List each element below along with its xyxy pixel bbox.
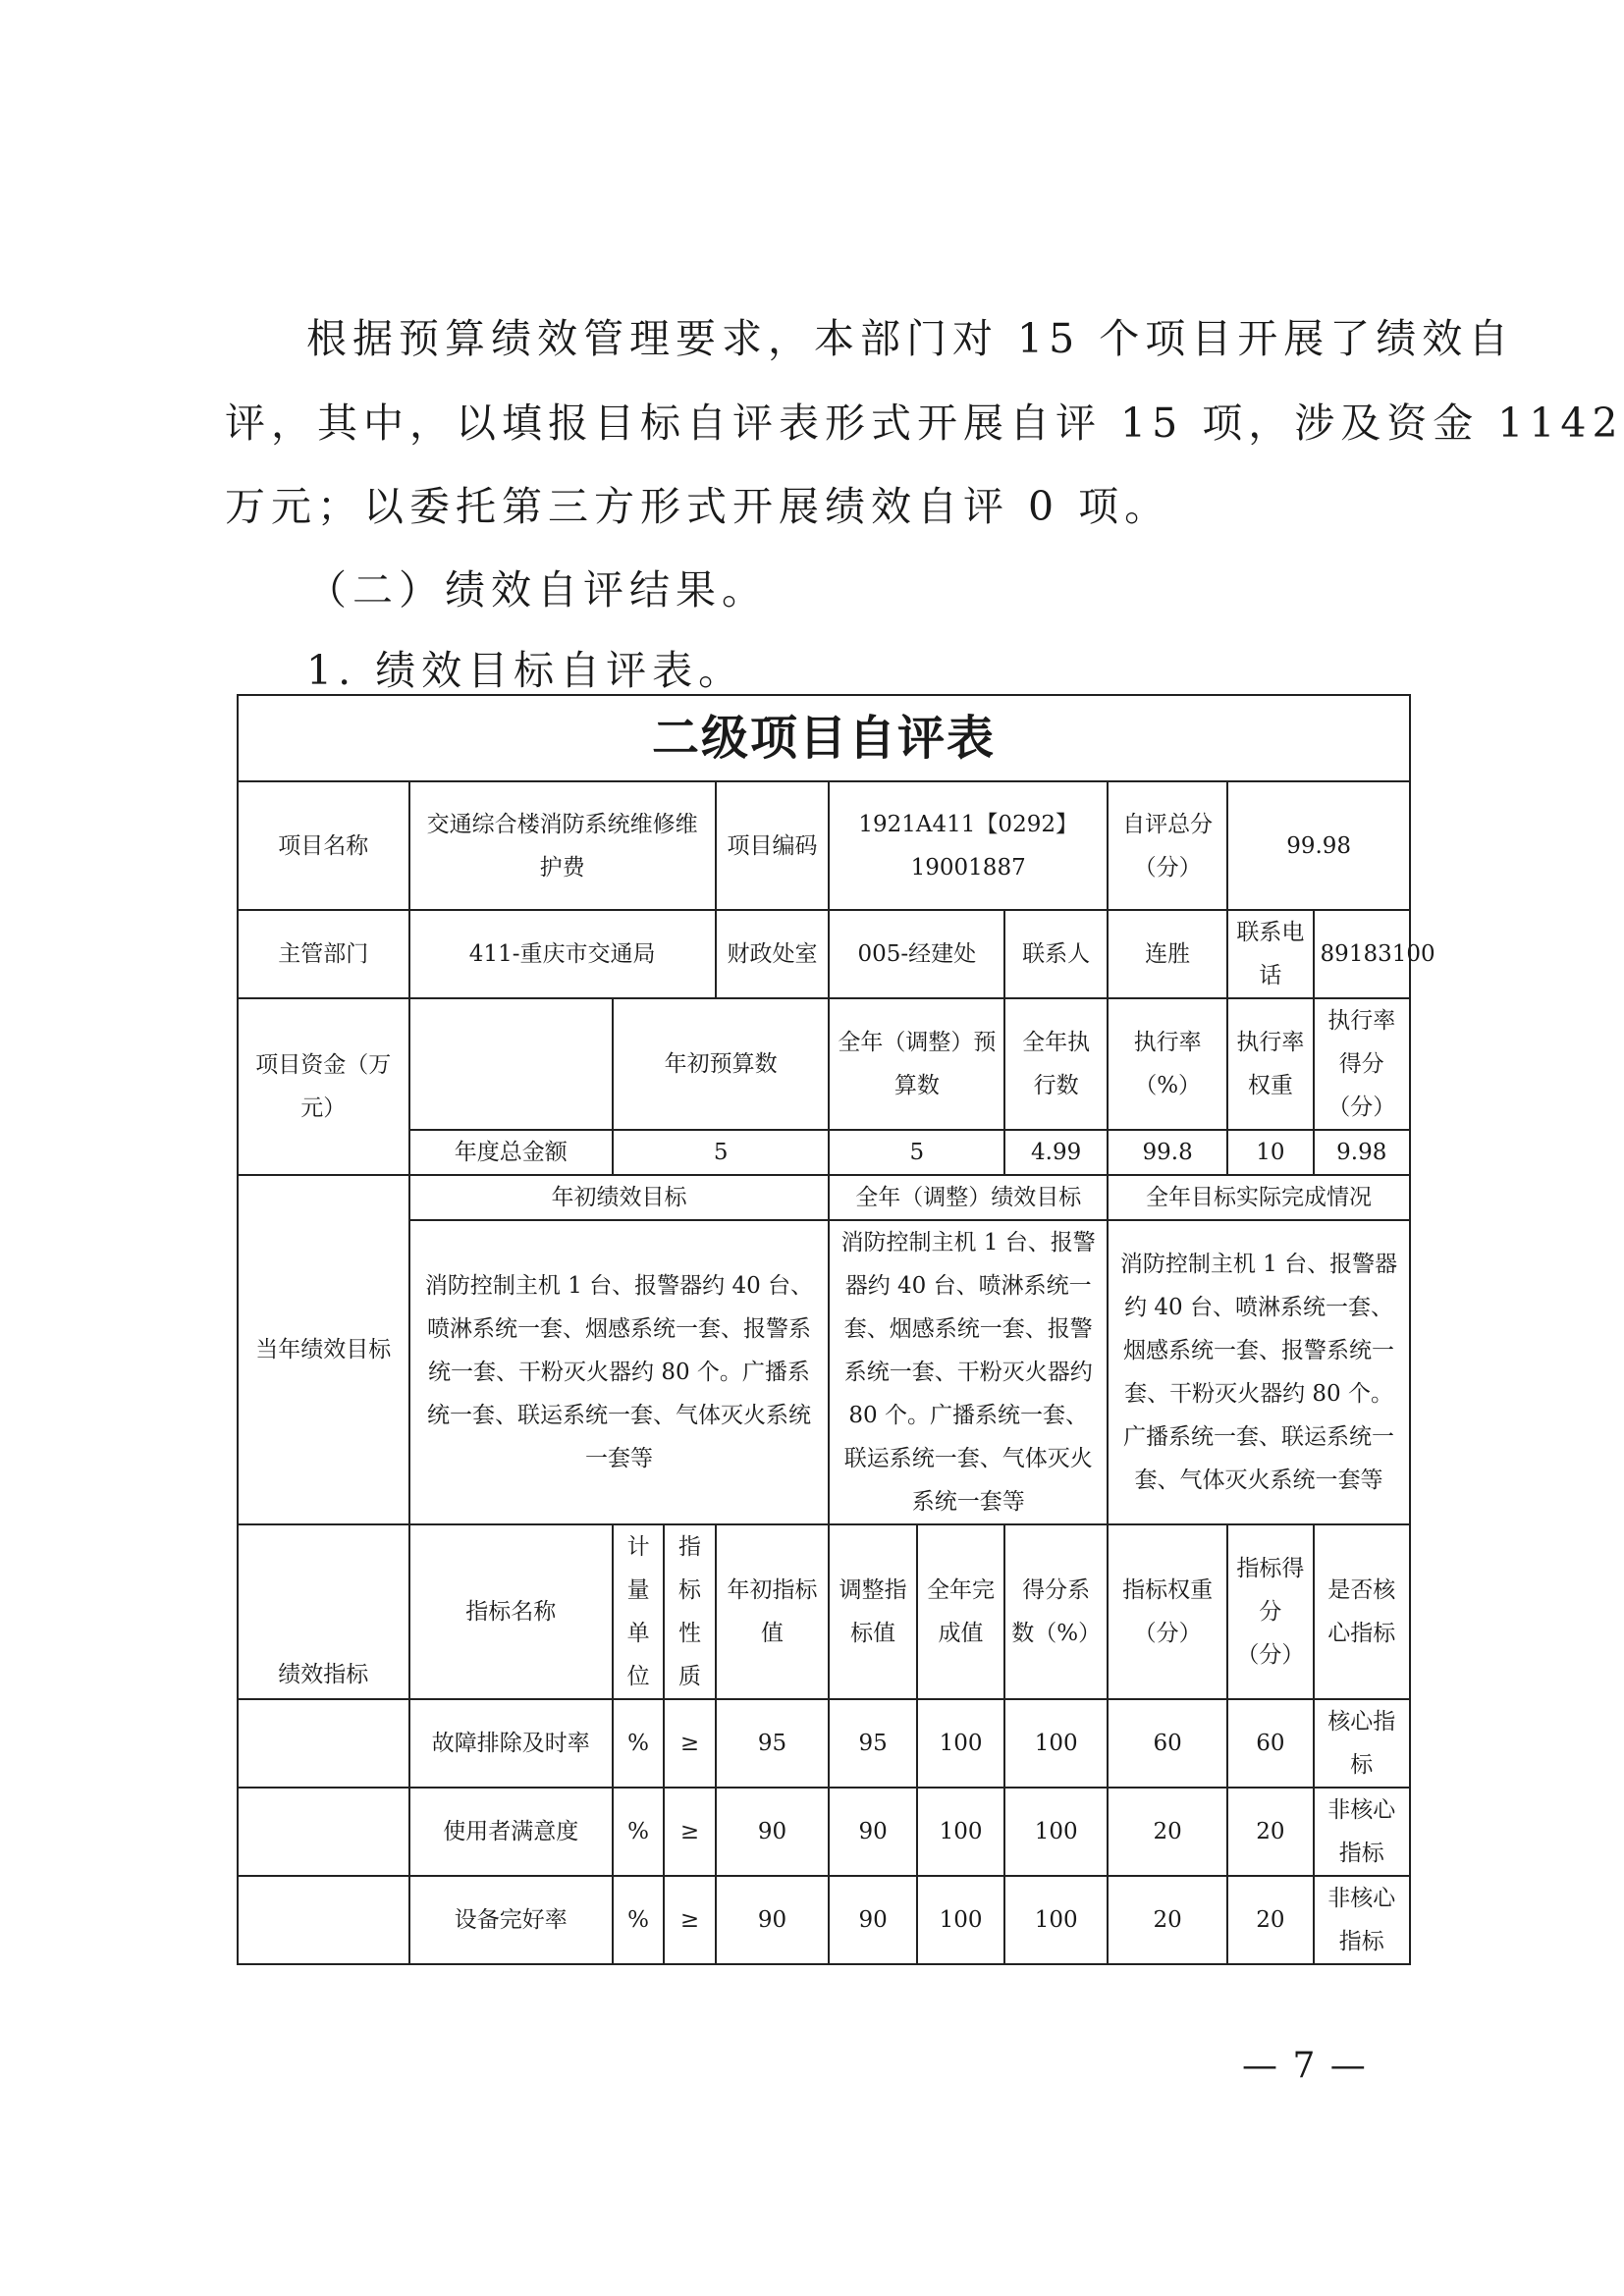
project-name: 交通综合楼消防系统维修维护费 [409, 781, 716, 910]
kpi-score: 20 [1227, 1876, 1313, 1964]
kpi-completed-value: 100 [917, 1699, 1004, 1788]
goals-header-actual: 全年目标实际完成情况 [1108, 1175, 1410, 1220]
kpi-score: 60 [1227, 1699, 1313, 1788]
funds-header-blank [409, 998, 613, 1130]
kpi-name: 故障排除及时率 [409, 1699, 613, 1788]
table-row [238, 1699, 1410, 1788]
kpi-nature: ≥ [664, 1876, 715, 1964]
project-code-label: 项目编码 [716, 781, 830, 910]
kpi-adjusted-value: 90 [829, 1788, 916, 1876]
kpi-weight: 20 [1108, 1788, 1227, 1876]
kpi-header-nature: 指标性质 [664, 1524, 715, 1699]
total-score: 99.98 [1227, 781, 1410, 910]
funds-header-rate: 执行率（%） [1108, 998, 1227, 1130]
goals-header-initial: 年初绩效目标 [409, 1175, 830, 1220]
kpi-nature: ≥ [664, 1699, 715, 1788]
kpi-adjusted-value: 90 [829, 1876, 916, 1964]
kpi-adjusted-value: 95 [829, 1699, 916, 1788]
kpi-row-blank [238, 1699, 409, 1788]
funds-row-label: 年度总金额 [409, 1130, 613, 1175]
finance-office-value: 005-经建处 [829, 910, 1004, 998]
funds-value-weight: 10 [1227, 1130, 1313, 1175]
kpi-completed-value: 100 [917, 1788, 1004, 1876]
intro-line-2: 评，其中，以填报目标自评表形式开展自评 15 项，涉及资金 1142 [225, 400, 1624, 447]
kpi-header-weight: 指标权重（分） [1108, 1524, 1227, 1699]
kpi-coefficient: 100 [1004, 1788, 1108, 1876]
funds-label: 项目资金（万元） [238, 998, 409, 1175]
table-title: 二级项目自评表 [238, 695, 1410, 781]
intro-line-1: 根据预算绩效管理要求，本部门对 15 个项目开展了绩效自 [306, 315, 1515, 362]
kpi-weight: 60 [1108, 1699, 1227, 1788]
goals-label: 当年绩效目标 [238, 1175, 409, 1524]
kpi-score: 20 [1227, 1788, 1313, 1876]
project-code: 1921A411【0292】19001887 [829, 781, 1108, 910]
kpi-header-coefficient: 得分系数（%） [1004, 1524, 1108, 1699]
goal-actual-text: 消防控制主机 1 台、报警器约 40 台、喷淋系统一套、烟感系统一套、报警系统一套、干粉灭火器约 80 个。广播系统一套、联运系统一套、气体灭火系统一套等 [1108, 1220, 1410, 1524]
kpi-header-completed-value: 全年完成值 [917, 1524, 1004, 1699]
table-row [238, 1788, 1410, 1876]
goal-initial-text: 消防控制主机 1 台、报警器约 40 台、喷淋系统一套、烟感系统一套、报警系统一套、干粉灭火器约 80 个。广播系统一套、联运系统一套、气体灭火系统一套等 [409, 1220, 830, 1524]
phone-value: 89183100 [1314, 910, 1410, 998]
kpi-core: 非核心指标 [1314, 1788, 1410, 1876]
phone-label: 联系电话 [1227, 910, 1313, 998]
dept-value: 411-重庆市交通局 [409, 910, 716, 998]
kpi-nature: ≥ [664, 1788, 715, 1876]
funds-value-rate: 99.8 [1108, 1130, 1227, 1175]
goals-header-adjusted: 全年（调整）绩效目标 [829, 1175, 1108, 1220]
funds-value-adjusted: 5 [829, 1130, 1004, 1175]
kpi-header-core: 是否核心指标 [1314, 1524, 1410, 1699]
kpi-initial-value: 90 [716, 1788, 830, 1876]
kpi-weight: 20 [1108, 1876, 1227, 1964]
kpi-unit: % [613, 1788, 664, 1876]
kpi-initial-value: 90 [716, 1876, 830, 1964]
total-score-label: 自评总分（分） [1108, 781, 1227, 910]
kpi-coefficient: 100 [1004, 1876, 1108, 1964]
sub-heading: 1. 绩效目标自评表。 [306, 647, 745, 694]
kpi-coefficient: 100 [1004, 1699, 1108, 1788]
kpi-name: 设备完好率 [409, 1876, 613, 1964]
funds-value-executed: 4.99 [1004, 1130, 1108, 1175]
kpi-unit: % [613, 1699, 664, 1788]
funds-header-executed: 全年执行数 [1004, 998, 1108, 1130]
intro-line-3: 万元；以委托第三方形式开展绩效自评 0 项。 [225, 483, 1171, 530]
evaluation-table [237, 694, 1435, 1965]
kpi-header-adjusted-value: 调整指标值 [829, 1524, 916, 1699]
section-heading: （二）绩效自评结果。 [306, 566, 768, 614]
kpi-row-blank [238, 1788, 409, 1876]
kpi-core: 非核心指标 [1314, 1876, 1410, 1964]
funds-header-weight: 执行率权重 [1227, 998, 1313, 1130]
page-number: — 7 — [1242, 2046, 1368, 2086]
funds-header-initial: 年初预算数 [613, 998, 829, 1130]
funds-value-score: 9.98 [1314, 1130, 1410, 1175]
kpi-row-blank [238, 1876, 409, 1964]
kpi-label: 绩效指标 [238, 1524, 409, 1699]
kpi-core: 核心指标 [1314, 1699, 1410, 1788]
kpi-completed-value: 100 [917, 1876, 1004, 1964]
funds-header-score: 执行率得分（分） [1314, 998, 1410, 1130]
kpi-initial-value: 95 [716, 1699, 830, 1788]
kpi-unit: % [613, 1876, 664, 1964]
project-name-label: 项目名称 [238, 781, 409, 910]
kpi-header-unit: 计量单位 [613, 1524, 664, 1699]
finance-office-label: 财政处室 [716, 910, 830, 998]
contact-label: 联系人 [1004, 910, 1108, 998]
funds-header-adjusted: 全年（调整）预算数 [829, 998, 1004, 1130]
table-row [238, 1876, 1410, 1964]
funds-value-initial: 5 [613, 1130, 829, 1175]
kpi-name: 使用者满意度 [409, 1788, 613, 1876]
kpi-header-score: 指标得分（分） [1227, 1524, 1313, 1699]
dept-label: 主管部门 [238, 910, 409, 998]
kpi-header-initial-value: 年初指标值 [716, 1524, 830, 1699]
goal-adjusted-text: 消防控制主机 1 台、报警器约 40 台、喷淋系统一套、烟感系统一套、报警系统一套、干粉灭火器约 80 个。广播系统一套、联运系统一套、气体灭火系统一套等 [829, 1220, 1108, 1524]
contact-value: 连胜 [1108, 910, 1227, 998]
kpi-header-name: 指标名称 [409, 1524, 613, 1699]
